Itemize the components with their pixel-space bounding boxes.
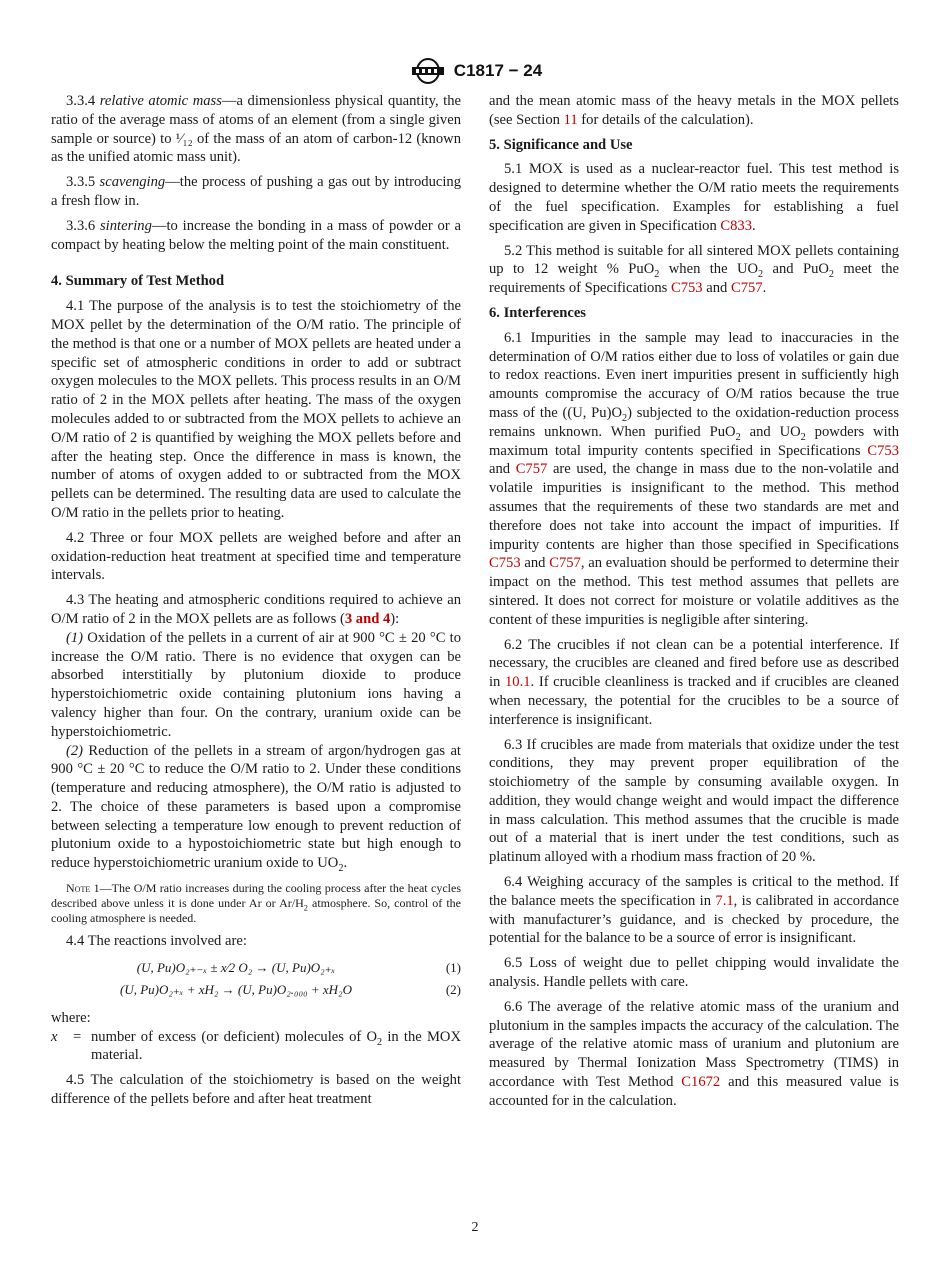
equation-2-expression: (U, Pu)O₂₊ₓ + xH₂ → (U, Pu)O₂.₀₀₀ + xH₂O (120, 981, 352, 997)
where-label: where: (51, 1009, 91, 1026)
paragraph-6-1: 6.1 Impurities in the sample may lead to inaccuracies in the determination of O/M ratios either due to loss of volatiles or gain due to redox reactions. Even inert impurities present in sufficiently high amounts compromise the accuracy of O/M ratios because the true mass of the ((U, $Pu)O_2$) subjected to the oxidation-reduction process remains unknown. When purified PuO$_2$ and $UO_2$ powders with maximum total impurity contents specified in Specifications C753 and C757 are used, the change in mass due to the non-volatile and volatile impurities is insignificant to the method. This method assumes that the requirements of these two standards are met and therefore does not take into account the impact of impurities. If impurity contents are higher than those specified in Specifications C753 and C757, an evaluation should be performed to determine their impact on the method. This test method assumes that pellets are sintered. It does not correct for moisture or volatile additives as the content of these impurities is negligible after sintering. (489, 329, 900, 628)
paragraph-3-3-4: 3.3.4 relative atomic mass—a dimensionless physical quantity, the ratio of the average mass of atoms of an element (from a single given sample or source) to ¹⁄₁₂ of the mass of an atom of carbon-12 (known as the unified atomic mass unit). (51, 93, 461, 166)
section-reference-link[interactable]: 7.1 (715, 892, 734, 909)
paragraph-5-1: 5.1 MOX is used as a nuclear-reactor fuel. This test method is designed to determine whether the O/M ratio meets the requirements of the fuel specification. Examples for establishing a fuel specification are given in Specification C833. (489, 161, 899, 234)
equation-1-expression: (U, Pu)O₂₊₋ₓ ± x⁄2 O₂ → (U, Pu)O₂₊ₓ (136, 959, 336, 975)
paragraph-6-6: 6.6 The average of the relative atomic mass of the uranium and plutonium in the samples impacts the accuracy of the calculation. The average of the relative atomic mass of uranium and plutonium are measured by Thermal Ionization Mass Spectrometry (TIMS) in accordance with Test Method C1672 and this measured value is accounted for in the calculation. (489, 998, 899, 1109)
spec-link-c757[interactable]: C757 (730, 280, 763, 297)
paragraph-4-5-continued: and the mean atomic mass of the heavy metals in the MOX pellets (see Section 11 for details of the calculation). (489, 93, 899, 128)
equation-2-number: (2) (445, 981, 461, 997)
equation-1 (51, 957, 461, 979)
paragraph-4-3-2: (2) Reduction of the pellets in a stream of argon/hydrogen gas at 900 °C ± 20 °C to reduce the O/M ratio to 2. Under these conditions (temperature and reducing atmosphere), the O/M ratio is adjusted to 2. The choice of these parameters is based upon a compromise between selecting a temperature low enough to prevent reduction of plutonium oxide to a hypostoichiometric state but high enough to reduce hyperstoichiometric uranium oxide to $UO_2$. (51, 742, 461, 875)
section-6-heading: 6. Interferences (489, 304, 586, 321)
note-1: Note 1—The O/M ratio increases during the cooling process after the heat cycles described above unless it is done under Ar or $Ar/H_2$ atmosphere. So, control of the cooling atmosphere is needed. (51, 881, 462, 926)
paragraph-6-5: 6.5 Loss of weight due to pellet chipping would invalidate the analysis. Handle pellets with care. (489, 955, 899, 991)
paragraph-5-2: 5.2 This method is suitable for all sintered MOX pellets containing up to 12 weight % PuO$_2$ when the $UO_2$ and PuO$_2$ meet the requirements of Specifications C753 and C757. (489, 242, 899, 297)
paragraph-4-5: 4.5 The calculation of the stoichiometry is based on the weight difference of the pellets before and after heat treatment (51, 1072, 461, 1108)
section-reference-link[interactable]: 10.1 (505, 674, 531, 691)
paragraph-4-3-1: (1) Oxidation of the pellets in a current of air at 900 °C ± 20 °C to increase the O/M ratio. There is no evidence that oxygen can be absorbed interstitially by plutonium dioxide to produce hyperstoichiometric oxide containing plutonium ions having a valency higher than four. On the contrary, uranium oxide can be hyperstoichiometric. (51, 629, 461, 740)
paragraph-3-3-6: 3.3.6 sintering—to increase the bonding in a mass of powder or a compact by heating below the melting point of the main constituent. (51, 217, 461, 253)
paragraph-6-4: 6.4 Weighing accuracy of the samples is critical to the method. If the balance meets the specification in 7.1, is calibrated in accordance with manufacturer’s guidance, and is checked by procedure, the potential for the balance to be a source of error is insignificant. (489, 874, 899, 947)
page-header (0, 56, 950, 86)
spec-link-c757[interactable]: C757 (515, 461, 548, 478)
spec-link-c753[interactable]: C753 (867, 442, 899, 459)
section-reference-link[interactable]: 11 (563, 111, 578, 128)
spec-link-c753[interactable]: C753 (489, 555, 521, 572)
equation-2 (51, 979, 461, 1001)
spec-link-c757[interactable]: C757 (549, 555, 581, 572)
paragraph-4-3: 4.3 The heating and atmospheric conditions required to achieve an O/M ratio of 2 in the MOX pellets are as follows (3 and 4): (51, 592, 461, 627)
page-number: 2 (471, 1220, 479, 1235)
spec-link-c753[interactable]: C753 (670, 280, 703, 297)
document-id: C1817 − 24 (453, 61, 543, 80)
paragraph-4-2: 4.2 Three or four MOX pellets are weighed before and after an oxidation-reduction heat treatment at specified time and temperature intervals. (51, 529, 461, 584)
paragraph-6-3: 6.3 If crucibles are made from materials that oxidize under the test conditions, they may prevent proper equilibration of the stoichiometry of the sample by consuming available oxygen. In addition, they would change weight and would impact the difference in mass calculation. This method assumes that the crucible is made out of a material that is inert under the test conditions, such as platinum alloyed with a rhodium mass fraction of 20 %. (489, 736, 899, 866)
where-definition-x: x = number of excess (or deficient) molecules of $O_2$ in the MOX material. (51, 1028, 462, 1064)
section-4-heading: 4. Summary of Test Method (51, 273, 225, 290)
spec-link-c833[interactable]: C833 (720, 217, 753, 234)
paragraph-4-4: 4.4 The reactions involved are: (66, 933, 247, 950)
section-5-heading: 5. Significance and Use (489, 136, 633, 153)
astm-logo-icon (408, 58, 448, 84)
right-column (489, 92, 899, 1117)
paragraph-3-3-5: 3.3.5 scavenging—the process of pushing a gas out by introducing a fresh flow in. (51, 174, 461, 209)
equation-1-number: (1) (445, 959, 461, 975)
paragraph-6-2: 6.2 The crucibles if not clean can be a potential interference. If necessary, the crucibles are cleaned and fired before use as described in 10.1. If crucible cleanliness is tracked and if crucibles are cleaned when necessary, the potential for the crucibles to be a source of interference is insignificant. (489, 636, 899, 728)
paragraph-4-1: 4.1 The purpose of the analysis is to test the stoichiometry of the MOX pellet by the determination of the O/M ratio. The principle of the method is that one or a number of MOX pellets are heated under a specific set of atmospheric conditions in order to add or subtract oxygen molecules to the MOX pellets. This process results in an O/M ratio of 2 in the MOX pellets after heating. The mass of the oxygen molecules added to or subtracted from the MOX pellets to achieve an O/M ratio of 2 is quantified by weighing the MOX pellets before and after the heating step. Once the difference in mass is known, the number of atoms of oxygen added to or subtracted from the MOX pellets can be determined. The resulting data are used to calculate the O/M ratio in the pellets prior to heating. (51, 298, 461, 521)
method-link-c1672[interactable]: C1672 (681, 1074, 721, 1091)
left-column (51, 92, 461, 1115)
reference-link[interactable]: 3 and 4 (344, 610, 391, 627)
